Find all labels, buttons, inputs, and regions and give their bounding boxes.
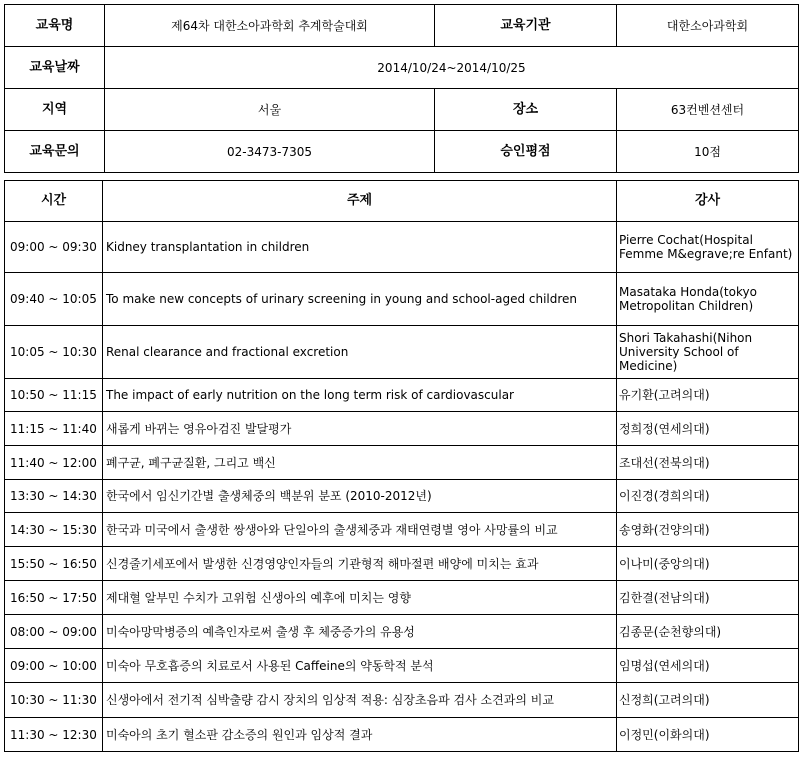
session-speaker: 김종문(순천향의대)	[617, 615, 799, 649]
speaker-column-header: 강사	[617, 181, 799, 222]
table-row	[5, 412, 799, 446]
inquiry-value: 02-3473-7305	[105, 131, 435, 173]
credits-value: 10점	[617, 131, 799, 173]
session-topic: Kidney transplantation in children	[103, 222, 617, 273]
course-name-value: 제64차 대한소아과학회 추계학술대회	[105, 5, 435, 47]
session-topic: 신생아에서 전기적 심박출량 감시 장치의 임상적 적용: 심장초음파 검사 소견과의 비교	[103, 683, 617, 718]
schedule-body	[5, 222, 799, 752]
session-time: 13:30 ~ 14:30	[5, 480, 103, 513]
session-topic: The impact of early nutrition on the long term risk of cardiovascular	[103, 379, 617, 412]
venue-value: 63컨벤션센터	[617, 89, 799, 131]
table-row	[5, 222, 799, 273]
session-speaker: 이나미(중앙의대)	[617, 547, 799, 581]
session-time: 08:00 ~ 09:00	[5, 615, 103, 649]
table-row	[5, 683, 799, 718]
inquiry-label: 교육문의	[5, 131, 105, 173]
course-info-table	[4, 4, 799, 173]
course-name-row	[5, 5, 799, 47]
table-row	[5, 615, 799, 649]
session-time: 14:30 ~ 15:30	[5, 513, 103, 547]
schedule-header-row	[5, 181, 799, 222]
session-speaker: 이진경(경희의대)	[617, 480, 799, 513]
session-speaker: Pierre Cochat(Hospital Femme M&egrave;re Enfant)	[617, 222, 799, 273]
session-time: 09:00 ~ 10:00	[5, 649, 103, 683]
session-topic: 한국과 미국에서 출생한 쌍생아와 단일아의 출생체중과 재태연령별 영아 사망률의 비교	[103, 513, 617, 547]
session-topic: 미숙아 무호흡증의 치료로서 사용된 Caffeine의 약동학적 분석	[103, 649, 617, 683]
session-speaker: 이정민(이화의대)	[617, 718, 799, 752]
region-label: 지역	[5, 89, 105, 131]
date-label: 교육날짜	[5, 47, 105, 89]
session-topic: 제대혈 알부민 수치가 고위험 신생아의 예후에 미치는 영향	[103, 581, 617, 615]
topic-column-header: 주제	[103, 181, 617, 222]
date-row	[5, 47, 799, 89]
session-speaker: 정희정(연세의대)	[617, 412, 799, 446]
session-topic: 한국에서 임신기간별 출생체중의 백분위 분포 (2010-2012년)	[103, 480, 617, 513]
session-time: 09:40 ~ 10:05	[5, 273, 103, 326]
session-time: 10:50 ~ 11:15	[5, 379, 103, 412]
time-column-header: 시간	[5, 181, 103, 222]
session-time: 10:30 ~ 11:30	[5, 683, 103, 718]
inquiry-row	[5, 131, 799, 173]
session-speaker: 송영화(건양의대)	[617, 513, 799, 547]
session-speaker: 신정희(고려의대)	[617, 683, 799, 718]
session-time: 11:30 ~ 12:30	[5, 718, 103, 752]
session-speaker: 임명섭(연세의대)	[617, 649, 799, 683]
session-speaker: Shori Takahashi(Nihon University School of Medicine)	[617, 326, 799, 379]
institution-value: 대한소아과학회	[617, 5, 799, 47]
session-time: 15:50 ~ 16:50	[5, 547, 103, 581]
session-topic: To make new concepts of urinary screening in young and school-aged children	[103, 273, 617, 326]
session-speaker: 유기환(고려의대)	[617, 379, 799, 412]
table-row	[5, 547, 799, 581]
table-row	[5, 273, 799, 326]
region-row	[5, 89, 799, 131]
table-row	[5, 446, 799, 480]
session-topic: 미숙아망막병증의 예측인자로써 출생 후 체중증가의 유용성	[103, 615, 617, 649]
session-speaker: Masataka Honda(tokyo Metropolitan Children)	[617, 273, 799, 326]
session-time: 11:40 ~ 12:00	[5, 446, 103, 480]
region-value: 서울	[105, 89, 435, 131]
session-time: 16:50 ~ 17:50	[5, 581, 103, 615]
table-row	[5, 513, 799, 547]
table-row	[5, 718, 799, 752]
schedule-table	[4, 180, 799, 752]
course-name-label: 교육명	[5, 5, 105, 47]
session-topic: 폐구균, 폐구균질환, 그리고 백신	[103, 446, 617, 480]
table-row	[5, 379, 799, 412]
session-topic: 미숙아의 초기 혈소판 감소증의 원인과 임상적 결과	[103, 718, 617, 752]
table-row	[5, 326, 799, 379]
session-speaker: 조대선(전북의대)	[617, 446, 799, 480]
session-time: 09:00 ~ 09:30	[5, 222, 103, 273]
session-topic: 새롭게 바뀌는 영유아검진 발달평가	[103, 412, 617, 446]
session-time: 11:15 ~ 11:40	[5, 412, 103, 446]
session-speaker: 김한결(전남의대)	[617, 581, 799, 615]
session-topic: 신경줄기세포에서 발생한 신경영양인자들의 기관형적 해마절편 배양에 미치는 효과	[103, 547, 617, 581]
table-row	[5, 649, 799, 683]
credits-label: 승인평점	[435, 131, 617, 173]
session-topic: Renal clearance and fractional excretion	[103, 326, 617, 379]
table-row	[5, 480, 799, 513]
venue-label: 장소	[435, 89, 617, 131]
date-value: 2014/10/24~2014/10/25	[105, 47, 799, 89]
table-row	[5, 581, 799, 615]
institution-label: 교육기관	[435, 5, 617, 47]
session-time: 10:05 ~ 10:30	[5, 326, 103, 379]
